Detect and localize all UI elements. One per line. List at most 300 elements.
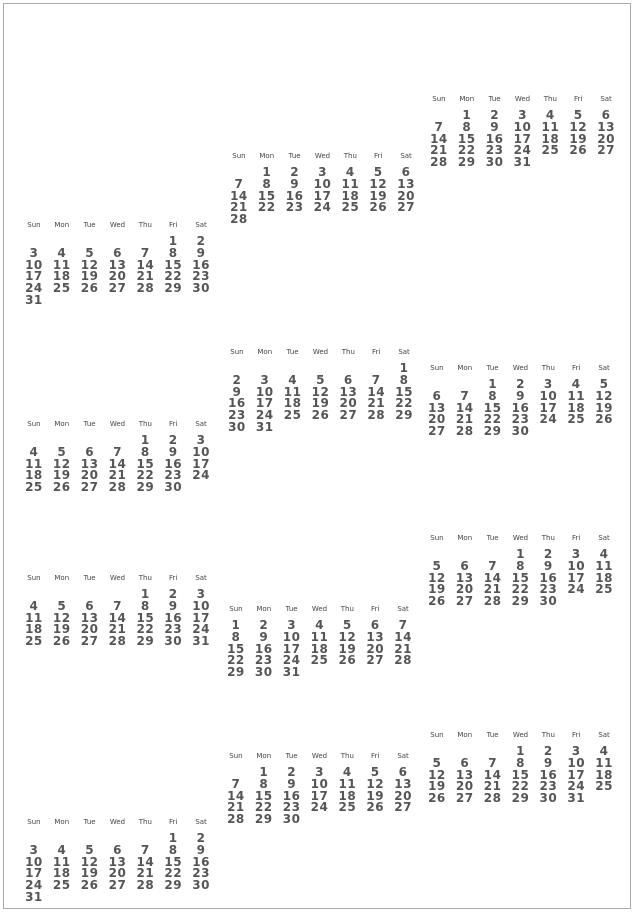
day-cell: 11 [25, 456, 43, 471]
day-cell [309, 213, 337, 225]
day-cell: 16 [192, 257, 210, 272]
day-cell [104, 294, 132, 306]
day-cell [333, 813, 361, 825]
calendar-month-8 [222, 603, 417, 678]
weekday-label: Sat [598, 534, 610, 542]
day-cell: 19 [52, 622, 71, 637]
day-cell: 1 [168, 234, 178, 248]
weekday-label: Thu [343, 152, 357, 160]
day-cell: 6 [398, 765, 408, 779]
day-cell: 28 [367, 408, 386, 423]
weekday-label: Fri [572, 731, 581, 739]
day-cell: 4 [599, 547, 609, 561]
day-cell: 19 [428, 779, 446, 794]
day-cell: 10 [567, 558, 586, 573]
day-cell [590, 425, 618, 437]
day-cell: 21 [108, 468, 127, 483]
day-cell: 2 [196, 831, 206, 845]
weekday-label: Mon [54, 420, 70, 428]
day-cell: 20 [428, 412, 446, 427]
day-cell: 21 [230, 200, 248, 215]
day-cell: 22 [136, 622, 155, 637]
weekday-label: Tue [488, 95, 501, 103]
day-cell: 2 [168, 587, 178, 601]
day-cell: 27 [394, 800, 412, 815]
day-cell: 17 [567, 767, 586, 782]
day-cell: 10 [255, 384, 274, 399]
weekday-label: Fri [169, 818, 178, 826]
day-cell: 10 [25, 257, 43, 272]
day-cell: 19 [52, 468, 71, 483]
day-cell: 18 [567, 400, 586, 415]
day-cell: 23 [192, 866, 210, 881]
day-cell: 3 [260, 372, 270, 387]
weekday-label: Wed [514, 95, 531, 103]
day-cell: 5 [85, 245, 95, 260]
day-cell: 28 [108, 634, 127, 649]
day-cell: 19 [595, 400, 613, 415]
day-cell: 1 [259, 765, 269, 779]
weekday-header [425, 93, 620, 105]
day-cell: 5 [370, 765, 380, 779]
day-cell [48, 891, 76, 903]
weekday-label: Sun [232, 152, 246, 160]
day-cell: 18 [338, 788, 357, 803]
day-cell: 18 [341, 188, 360, 203]
weekday-label: Tue [83, 574, 96, 582]
weekday-label: Wed [314, 152, 331, 160]
day-cell: 23 [228, 408, 246, 423]
weekday-label: Thu [138, 574, 152, 582]
day-cell [76, 294, 104, 306]
day-cell: 14 [230, 188, 248, 203]
day-cell: 30 [539, 594, 558, 609]
day-cell: 25 [541, 143, 560, 158]
weekday-label: Sun [430, 534, 444, 542]
day-cell: 22 [257, 200, 276, 215]
day-cell: 11 [338, 776, 357, 791]
weekday-label: Sat [195, 818, 207, 826]
day-cell: 10 [310, 776, 329, 791]
weekday-label: Mon [256, 605, 272, 613]
week-row [223, 421, 418, 433]
week-row [20, 282, 215, 294]
day-cell: 12 [80, 257, 99, 272]
weekday-header [20, 219, 215, 231]
day-cell: 30 [511, 424, 530, 439]
day-cell: 3 [518, 108, 527, 122]
day-cell: 20 [397, 188, 415, 203]
weekday-label: Sat [398, 348, 410, 356]
week-row [225, 201, 420, 213]
day-cell: 20 [597, 131, 615, 146]
day-cell: 30 [485, 155, 504, 170]
day-cell: 12 [369, 176, 388, 191]
day-cell: 30 [254, 665, 273, 680]
day-cell: 9 [168, 444, 178, 459]
day-cell: 31 [513, 155, 532, 170]
day-cell [592, 156, 620, 168]
day-cell: 19 [80, 866, 99, 881]
day-cell: 9 [543, 558, 553, 573]
day-cell: 8 [516, 755, 525, 770]
day-cell: 17 [539, 400, 558, 415]
week-row [423, 560, 618, 572]
weekday-label: Fri [169, 221, 178, 229]
day-cell: 5 [57, 444, 67, 459]
day-cell: 23 [285, 200, 304, 215]
day-cell: 25 [310, 653, 329, 668]
day-cell: 26 [80, 281, 99, 296]
day-cell: 9 [259, 629, 269, 644]
day-cell: 6 [401, 165, 411, 179]
day-cell: 12 [311, 384, 330, 399]
day-cell: 7 [371, 372, 381, 387]
day-cell [131, 294, 159, 306]
day-cell: 24 [192, 468, 210, 483]
day-cell: 8 [259, 776, 269, 791]
day-cell: 26 [428, 791, 446, 806]
weekday-label: Tue [486, 364, 499, 372]
day-cell: 17 [313, 188, 332, 203]
weekday-label: Mon [459, 95, 475, 103]
week-row [20, 635, 215, 647]
day-cell: 24 [310, 800, 329, 815]
day-cell: 15 [483, 400, 502, 415]
day-cell: 31 [25, 292, 43, 307]
day-cell: 24 [313, 200, 332, 215]
day-cell [562, 425, 590, 437]
day-cell: 4 [29, 444, 39, 459]
day-cell: 13 [366, 629, 385, 644]
day-cell: 27 [455, 791, 474, 806]
weekday-label: Thu [541, 731, 555, 739]
day-cell: 27 [339, 408, 358, 423]
day-cell: 18 [52, 269, 71, 284]
day-cell: 5 [342, 618, 352, 632]
day-cell: 16 [539, 570, 558, 585]
week-row [20, 294, 215, 306]
weekday-label: Wed [311, 752, 328, 760]
day-cell: 28 [136, 878, 155, 893]
day-cell: 11 [595, 558, 613, 573]
day-cell: 29 [227, 665, 245, 680]
day-cell: 28 [483, 594, 502, 609]
day-cell: 10 [192, 598, 210, 613]
day-cell: 30 [164, 634, 183, 649]
day-cell: 17 [25, 866, 43, 881]
day-cell: 29 [457, 155, 476, 170]
day-cell [536, 156, 564, 168]
day-cell: 8 [140, 444, 150, 459]
day-cell: 12 [52, 610, 71, 625]
day-cell: 23 [282, 800, 301, 815]
day-cell: 14 [483, 570, 502, 585]
day-cell: 13 [80, 610, 99, 625]
day-cell: 14 [455, 400, 474, 415]
day-cell: 12 [338, 629, 357, 644]
day-cell: 18 [283, 396, 302, 411]
day-cell [131, 891, 159, 903]
day-cell: 10 [513, 119, 532, 134]
day-cell: 21 [394, 641, 412, 656]
week-row [20, 247, 215, 259]
day-cell: 13 [108, 257, 127, 272]
weekday-header [423, 532, 618, 544]
day-cell: 28 [136, 281, 155, 296]
day-cell: 10 [192, 444, 210, 459]
day-cell: 18 [25, 468, 43, 483]
day-cell: 8 [262, 176, 272, 191]
day-cell: 27 [597, 143, 615, 158]
weekday-label: Fri [372, 348, 381, 356]
day-cell: 15 [511, 570, 530, 585]
day-cell: 8 [168, 842, 178, 857]
weekday-label: Wed [512, 534, 529, 542]
weekday-label: Sat [600, 95, 612, 103]
day-cell: 30 [539, 791, 558, 806]
weekday-header [423, 362, 618, 374]
day-cell: 27 [80, 634, 99, 649]
day-cell: 7 [113, 598, 122, 613]
day-cell: 24 [192, 622, 210, 637]
day-cell: 22 [483, 412, 502, 427]
day-cell: 9 [196, 842, 206, 857]
day-cell: 8 [488, 388, 498, 403]
day-cell: 29 [395, 408, 413, 423]
weekday-label: Sun [430, 364, 444, 372]
weekday-label: Wed [512, 364, 529, 372]
day-cell: 26 [369, 200, 388, 215]
weekday-label: Wed [109, 574, 126, 582]
day-cell: 7 [398, 618, 408, 632]
day-cell: 11 [25, 610, 43, 625]
weekday-label: Tue [83, 221, 96, 229]
weekday-label: Mon [457, 731, 473, 739]
day-cell: 14 [394, 629, 412, 644]
day-cell [564, 156, 592, 168]
day-cell: 29 [254, 812, 273, 827]
day-cell: 23 [539, 779, 558, 794]
weekday-label: Fri [572, 364, 581, 372]
day-cell: 12 [428, 767, 446, 782]
day-cell [306, 813, 334, 825]
day-cell: 24 [282, 653, 301, 668]
day-cell: 5 [316, 372, 325, 387]
weekday-label: Thu [340, 605, 354, 613]
week-row [423, 390, 618, 402]
week-row [20, 891, 215, 903]
day-cell: 3 [196, 433, 206, 447]
day-cell: 1 [140, 587, 150, 601]
day-cell: 12 [80, 854, 99, 869]
day-cell: 3 [29, 842, 39, 857]
day-cell: 24 [255, 408, 274, 423]
day-cell: 19 [338, 641, 357, 656]
weekday-header [223, 346, 418, 358]
day-cell: 20 [108, 866, 127, 881]
day-cell: 28 [483, 791, 502, 806]
day-cell: 28 [230, 212, 248, 227]
day-cell: 14 [108, 610, 127, 625]
day-cell: 12 [595, 388, 613, 403]
weekday-label: Mon [257, 348, 273, 356]
day-cell [389, 813, 417, 825]
week-row [222, 654, 417, 666]
day-cell: 2 [232, 372, 242, 387]
day-cell: 4 [315, 618, 324, 632]
weekday-label: Sat [598, 364, 610, 372]
day-cell: 23 [164, 622, 183, 637]
weekday-label: Fri [169, 420, 178, 428]
weekday-label: Thu [541, 364, 555, 372]
day-cell: 26 [569, 143, 588, 158]
day-cell: 21 [227, 800, 245, 815]
day-cell: 28 [227, 812, 245, 827]
day-cell: 25 [25, 634, 43, 649]
day-cell: 7 [460, 388, 470, 403]
weekday-label: Tue [285, 605, 298, 613]
day-cell: 12 [52, 456, 71, 471]
day-cell: 22 [254, 800, 273, 815]
day-cell: 14 [483, 767, 502, 782]
day-cell: 17 [255, 396, 274, 411]
day-cell: 11 [567, 388, 586, 403]
day-cell: 27 [397, 200, 415, 215]
day-cell: 16 [192, 854, 210, 869]
day-cell: 9 [543, 755, 553, 770]
weekday-label: Sat [400, 152, 412, 160]
day-cell: 4 [571, 377, 581, 391]
weekday-label: Thu [341, 348, 355, 356]
day-cell [333, 666, 361, 678]
day-cell: 19 [428, 582, 446, 597]
day-cell: 1 [516, 547, 525, 561]
day-cell: 10 [25, 854, 43, 869]
day-cell: 18 [310, 641, 329, 656]
day-cell: 10 [282, 629, 301, 644]
day-cell: 20 [455, 779, 474, 794]
weekday-label: Thu [138, 818, 152, 826]
day-cell: 23 [511, 412, 530, 427]
day-cell: 5 [432, 755, 442, 770]
day-cell: 6 [370, 618, 380, 632]
day-cell: 17 [310, 788, 329, 803]
day-cell: 27 [108, 281, 127, 296]
day-cell: 2 [490, 108, 500, 122]
week-row [20, 481, 215, 493]
day-cell: 8 [168, 245, 178, 260]
day-cell: 22 [511, 582, 530, 597]
day-cell: 14 [430, 131, 448, 146]
day-cell: 22 [395, 396, 413, 411]
weekday-label: Wed [109, 420, 126, 428]
day-cell: 1 [399, 361, 409, 375]
day-cell: 5 [373, 165, 383, 179]
day-cell: 28 [455, 424, 474, 439]
day-cell: 26 [595, 412, 613, 427]
day-cell: 2 [543, 744, 553, 758]
day-cell: 21 [483, 779, 502, 794]
day-cell: 31 [192, 634, 210, 649]
day-cell: 5 [85, 842, 95, 857]
day-cell: 4 [545, 108, 555, 122]
day-cell: 11 [310, 629, 329, 644]
day-cell: 18 [595, 767, 613, 782]
day-cell: 29 [483, 424, 502, 439]
day-cell: 24 [539, 412, 558, 427]
day-cell [307, 421, 335, 433]
weekday-label: Thu [541, 534, 555, 542]
day-cell: 19 [311, 396, 330, 411]
day-cell: 29 [136, 634, 155, 649]
day-cell [336, 213, 364, 225]
week-row [20, 844, 215, 856]
day-cell [362, 421, 390, 433]
weekday-label: Tue [288, 152, 301, 160]
day-cell: 8 [140, 598, 150, 613]
day-cell: 7 [140, 842, 150, 857]
day-cell: 14 [367, 384, 386, 399]
week-row [223, 409, 418, 421]
day-cell: 9 [516, 388, 525, 403]
day-cell: 15 [254, 788, 273, 803]
weekday-label: Sun [27, 818, 41, 826]
day-cell: 16 [164, 456, 183, 471]
day-cell: 27 [366, 653, 385, 668]
day-cell: 3 [571, 547, 581, 561]
day-cell: 3 [196, 587, 206, 601]
day-cell: 22 [164, 866, 183, 881]
day-cell: 11 [52, 257, 71, 272]
day-cell: 26 [52, 480, 71, 495]
weekday-label: Tue [486, 534, 499, 542]
day-cell: 20 [339, 396, 358, 411]
day-cell: 3 [543, 377, 553, 391]
weekday-header [423, 729, 618, 741]
calendar-month-2 [225, 150, 420, 225]
weekday-label: Tue [486, 731, 499, 739]
day-cell: 11 [283, 384, 302, 399]
day-cell: 28 [394, 653, 412, 668]
day-cell: 25 [595, 582, 613, 597]
calendar-month-1 [20, 219, 215, 306]
day-cell [364, 213, 392, 225]
day-cell: 13 [108, 854, 127, 869]
day-cell: 12 [569, 119, 588, 134]
day-cell: 2 [259, 618, 269, 632]
day-cell: 31 [567, 791, 586, 806]
calendar-month-10 [20, 816, 215, 903]
day-cell [361, 666, 389, 678]
day-cell: 9 [490, 119, 500, 134]
day-cell: 9 [232, 384, 242, 399]
day-cell: 1 [262, 165, 272, 179]
day-cell: 27 [455, 594, 474, 609]
weekday-label: Fri [371, 752, 380, 760]
day-cell: 15 [164, 854, 183, 869]
day-cell: 21 [108, 622, 127, 637]
day-cell: 11 [541, 119, 560, 134]
day-cell: 13 [397, 176, 415, 191]
week-row [423, 595, 618, 607]
weekday-label: Sun [27, 420, 41, 428]
weekday-header [20, 418, 215, 430]
day-cell: 7 [234, 176, 244, 191]
day-cell [48, 294, 76, 306]
day-cell: 6 [343, 372, 353, 387]
weekday-label: Wed [311, 605, 328, 613]
